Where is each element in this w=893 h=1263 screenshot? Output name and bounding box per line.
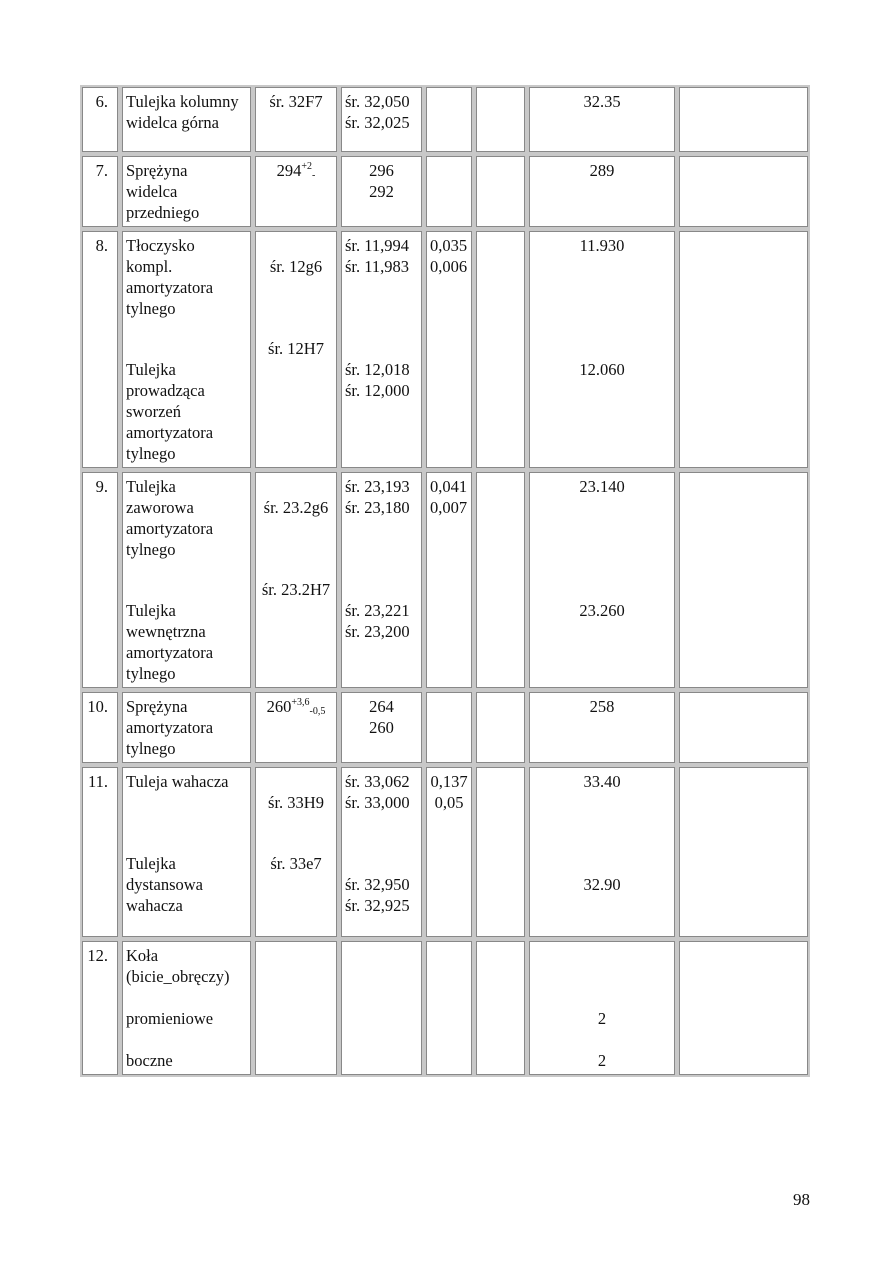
size-range: 264 260 bbox=[339, 690, 424, 765]
table-row bbox=[80, 765, 810, 939]
clearance: 0,137 0,05 bbox=[424, 765, 474, 939]
limit-value: 23.140 23.260 bbox=[527, 470, 677, 690]
size-range: śr. 32,050 śr. 32,025 bbox=[339, 85, 424, 154]
empty-cell bbox=[474, 154, 527, 229]
clearance: 0,035 0,006 bbox=[424, 229, 474, 470]
empty-cell bbox=[677, 765, 810, 939]
clearance: 0,041 0,007 bbox=[424, 470, 474, 690]
row-number: 10. bbox=[80, 690, 120, 765]
empty-cell bbox=[677, 939, 810, 1077]
limit-value: 289 bbox=[527, 154, 677, 229]
limit-value: 258 bbox=[527, 690, 677, 765]
nominal-size: śr. 23.2g6 śr. 23.2H7 bbox=[253, 470, 339, 690]
table-row bbox=[80, 470, 810, 690]
nominal-size: śr. 32F7 bbox=[253, 85, 339, 154]
size-range: śr. 33,062 śr. 33,000 śr. 32,950 śr. 32,925 bbox=[339, 765, 424, 939]
empty-cell bbox=[474, 765, 527, 939]
table-row bbox=[80, 154, 810, 229]
row-number: 7. bbox=[80, 154, 120, 229]
empty-cell bbox=[474, 939, 527, 1077]
part-name: Tłoczysko kompl. amortyzatora tylnego Tulejka prowadząca sworzeń amortyzatora tylnego bbox=[120, 229, 253, 470]
size-range: 296 292 bbox=[339, 154, 424, 229]
part-name: Tulejka zaworowa amortyzatora tylnego Tulejka wewnętrzna amortyzatora tylnego bbox=[120, 470, 253, 690]
limit-value: 33.40 32.90 bbox=[527, 765, 677, 939]
limit-value: 2 2 bbox=[527, 939, 677, 1077]
limit-value: 11.930 12.060 bbox=[527, 229, 677, 470]
part-name: Tulejka kolumny widelca górna bbox=[120, 85, 253, 154]
row-number: 12. bbox=[80, 939, 120, 1077]
part-name: Sprężyna widelca przedniego bbox=[120, 154, 253, 229]
empty-cell bbox=[253, 939, 339, 1077]
empty-cell bbox=[424, 939, 474, 1077]
table-row bbox=[80, 85, 810, 154]
page-number: 98 bbox=[793, 1190, 810, 1209]
clearance bbox=[424, 154, 474, 229]
nominal-size: śr. 12g6 śr. 12H7 bbox=[253, 229, 339, 470]
part-name: Sprężyna amortyzatora tylnego bbox=[120, 690, 253, 765]
tolerance-table bbox=[80, 85, 810, 1077]
empty-cell bbox=[677, 154, 810, 229]
empty-cell bbox=[474, 470, 527, 690]
empty-cell bbox=[474, 690, 527, 765]
empty-cell bbox=[677, 85, 810, 154]
empty-cell bbox=[474, 85, 527, 154]
part-name: Tuleja wahacza Tulejka dystansowa wahacza bbox=[120, 765, 253, 939]
nominal-size: śr. 33H9 śr. 33e7 bbox=[253, 765, 339, 939]
empty-cell bbox=[677, 229, 810, 470]
size-range: śr. 23,193 śr. 23,180 śr. 23,221 śr. 23,200 bbox=[339, 470, 424, 690]
table-row bbox=[80, 939, 810, 1077]
table-row bbox=[80, 229, 810, 470]
empty-cell bbox=[339, 939, 424, 1077]
row-number: 9. bbox=[80, 470, 120, 690]
size-range: śr. 11,994 śr. 11,983 śr. 12,018 śr. 12,000 bbox=[339, 229, 424, 470]
row-number: 11. bbox=[80, 765, 120, 939]
empty-cell bbox=[677, 470, 810, 690]
table-row bbox=[80, 690, 810, 765]
nominal-size: $260^{+3,6}_{-0,5}$ bbox=[253, 690, 339, 765]
part-name: Koła (bicie_obręczy) promieniowe boczne bbox=[120, 939, 253, 1077]
nominal-size: $294^{+2}_-$ bbox=[253, 154, 339, 229]
clearance bbox=[424, 85, 474, 154]
empty-cell bbox=[474, 229, 527, 470]
empty-cell bbox=[677, 690, 810, 765]
row-number: 6. bbox=[80, 85, 120, 154]
clearance bbox=[424, 690, 474, 765]
limit-value: 32.35 bbox=[527, 85, 677, 154]
row-number: 8. bbox=[80, 229, 120, 470]
